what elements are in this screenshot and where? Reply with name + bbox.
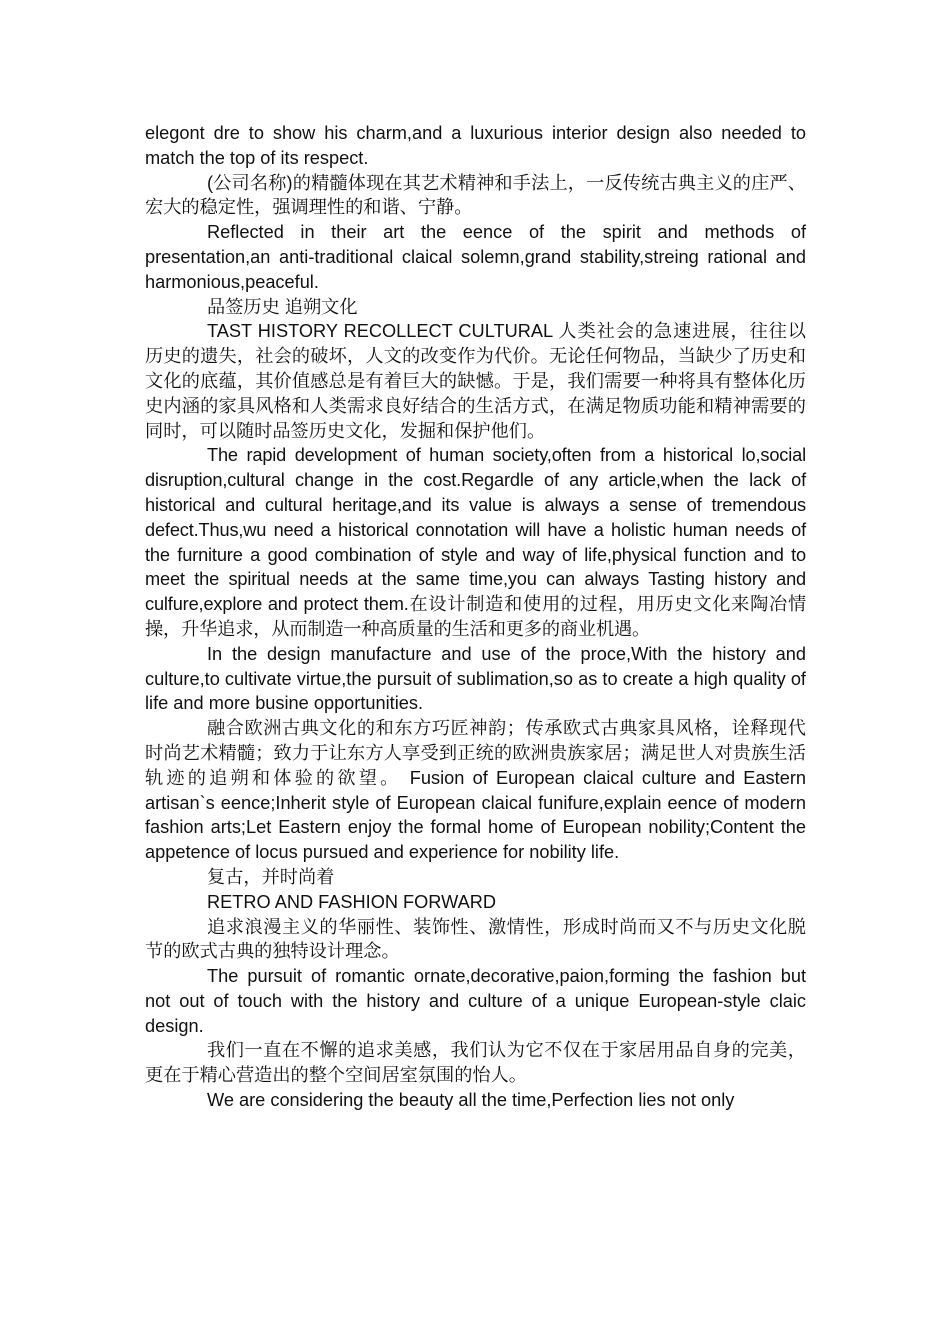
paragraph-taste-history-en: The rapid development of human society,often from a historical lo,social disruption,cultural change in the cost.Regardle of any article,when the lack of historical and cultural heritage,and its value is always a sense of tremendous defect.Thus,wu need a historical connotation will have a holistic human needs of the furniture a good combination of style and way of life,physical function and to meet the spiritual needs at the same time,you can always Tasting history and culfure,explore and protect them.在设计制造和使用的过程，用历史文化来陶冶情操，升华追求，从而制造一种高质量的生活和更多的商业机遇。 bbox=[145, 445, 806, 639]
paragraph-company-essence-en: Reflected in their art the eence of the spirit and methods of presentation,an anti-traditional claical solemn,grand stability,streing rational and harmonious,peaceful. bbox=[145, 222, 806, 292]
paragraph-elegant-design: elegont dre to show his charm,and a luxurious interior design also needed to match the top of its respect. bbox=[145, 123, 806, 168]
paragraph-beauty-cn: 我们一直在不懈的追求美感，我们认为它不仅在于家居用品自身的完美，更在于精心营造出的整个空间居室氛围的怡人。 bbox=[145, 1040, 806, 1086]
paragraph-company-essence-cn: (公司名称)的精髓体现在其艺术精神和手法上，一反传统古典主义的庄严、宏大的稳定性，强调理性的和谐、宁静。 bbox=[145, 172, 806, 218]
paragraph-taste-history-cn: TAST HISTORY RECOLLECT CULTURAL 人类社会的急速进展，往往以历史的遗失，社会的破坏，人文的改变作为代价。无论任何物品，当缺少了历史和文化的底蕴，其价值感总是有着巨大的缺憾。于是，我们需要一种将具有整体化历史内涵的家具风格和人类需求良好结合的生活方式，在满足物质功能和精神需要的同时，可以随时品签历史文化，发掘和保护他们。 bbox=[145, 321, 806, 441]
paragraph-beauty-en: We are considering the beauty all the time,Perfection lies not only bbox=[207, 1090, 735, 1111]
paragraph-romanticism-en: The pursuit of romantic ornate,decorative,paion,forming the fashion but not out of touch with the history and culture of a unique European-style claic design. bbox=[145, 966, 806, 1036]
paragraph-romanticism-cn: 追求浪漫主义的华丽性、装饰性、激情性，形成时尚而又不与历史文化脱节的欧式古典的独特设计理念。 bbox=[145, 916, 806, 962]
paragraph-fusion-european-eastern: 融合欧洲古典文化的和东方巧匠神韵；传承欧式古典家具风格，诠释现代时尚艺术精髓；致力于让东方人享受到正统的欧洲贵族家居；满足世人对贵族生活轨迹的追朔和体验的欲望。 Fusion of European claical culture and Eastern artisan`s eence;Inherit style of European claical funifure,explain eence of modern fashion arts;Let Eastern enjoy the formal home of European nobility;Content the appetence of locus pursued and experience for nobility life. bbox=[145, 718, 806, 863]
paragraph-design-manufacture-en: In the design manufacture and use of the proce,With the history and culture,to cultivate virtue,the pursuit of sublimation,so as to create a high quality of life and more busine opportunities. bbox=[145, 643, 806, 714]
heading-taste-history-cn: 品签历史 追朔文化 bbox=[207, 296, 358, 317]
heading-retro-fashion-en: RETRO AND FASHION FORWARD bbox=[207, 891, 496, 912]
heading-retro-fashion-cn: 复古，并时尚着 bbox=[207, 866, 335, 887]
document-body bbox=[145, 121, 806, 1113]
